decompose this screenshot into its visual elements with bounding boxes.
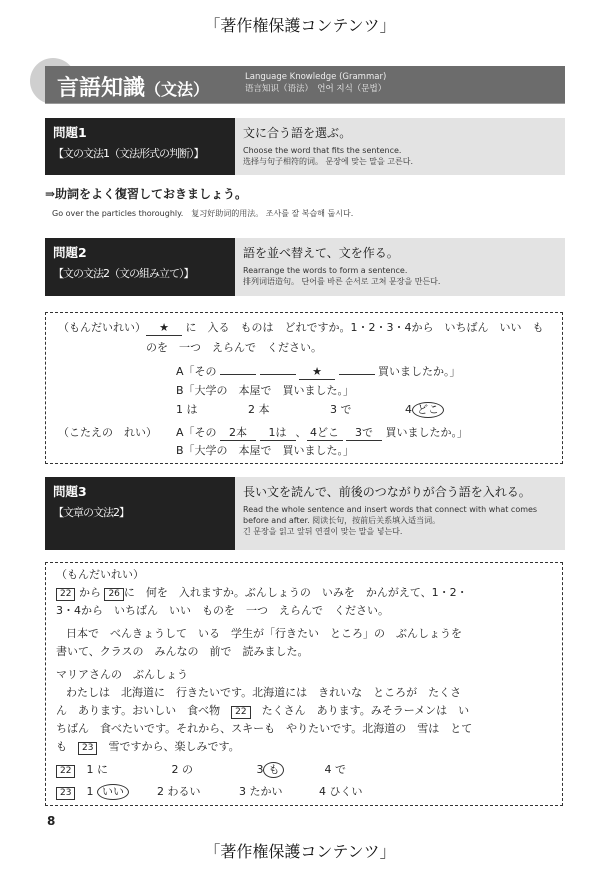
section-heading: 語を並べ替えて、文を作る。 [243,246,399,260]
blank-number-box: 26 [104,588,123,601]
circled-answer: どこ [412,402,444,418]
blank [260,374,296,375]
section-label-box [45,477,235,550]
page-title [57,71,209,102]
example-question-2: のを 一つ えらんで ください。 [146,341,322,354]
circled-answer: も [263,762,284,778]
watermark-top: 「著作権保護コンテンツ」 [204,16,396,35]
subtitle-cn-kr: 语言知识（语法） 언어 지식（문법） [245,84,387,94]
section-name: 【文の文法2（文の組み立て）】 [53,267,194,280]
ex3-title: マリアさんの ぶんしょう [56,668,188,681]
section-description [235,477,565,550]
section-cn-kr: 选择与句子相符的词。 문장에 맞는 말을 고른다. [243,157,413,166]
blank-number-box: 23 [78,742,97,755]
star-blank: ★ [299,365,335,380]
blank [339,374,375,375]
section-cn-kr: 긴 문장을 읽고 앞뒤 연결이 맞는 말을 넣는다. [243,527,403,536]
section-number: 問題1 [53,125,87,140]
option: 1 に [86,763,108,776]
ex3-intro2: 書いて、クラスの みんなの 前で 読みました。 [56,645,309,658]
title-main: 言語知識 [57,76,146,101]
answer-line: A「その 2本 1は 、 4どこ 3で 買いましたか。」 [176,426,469,439]
answer-blank: 2本 [220,426,256,441]
q-text: から [78,586,101,599]
example-label: （もんだいれい） [56,568,144,581]
ex3-intro1: 日本で べんきょうして いる 学生が「行きたい ところ」の ぶんしょうを [66,627,462,640]
watermark-bottom: 「著作権保護コンテンツ」 [204,842,396,861]
circled-answer: いい [97,784,129,800]
blank-number-box: 22 [231,706,250,719]
answer-blank: 1は [260,426,296,441]
ex3-p4 [56,740,240,755]
section-en: Read the whole sentence and insert words that connect with what comes before and after. 阅读长句，按前后关系填入适当词。 [243,505,538,525]
answer-post: 買いましたか。」 [385,426,469,439]
options [176,402,444,418]
answer-label: （こたえの れい） [58,426,157,439]
tip-translation: Go over the particles thoroughly. 复习好助词的用法。 조사를 잘 복습해 둡시다. [52,209,354,218]
ex3-p3: ちばん 食べたいです。それから、スキーも やりたいです。北海道の 雪は とて [56,722,473,735]
q-text: に 何を 入れますか。ぶんしょうの いみを かんがえて、1・2・ [123,586,468,599]
answer-pre: A「その [176,426,217,439]
section-label-box [45,238,235,296]
example-box-3 [45,562,563,806]
subtitle-en: Language Knowledge (Grammar) [245,72,387,82]
section-2 [45,238,565,296]
option: 4 [405,403,412,416]
section-en: Rearrange the words to form a sentence. [243,266,408,275]
section-1 [45,118,565,175]
blank-number-box: 23 [56,787,75,800]
section-cn-kr: 排列词语造句。 단어를 바른 순서로 고쳐 문장을 만든다. [243,277,441,286]
section-label-box [45,118,235,175]
line-a-pre: A「その [176,365,217,378]
blank-number-box: 22 [56,765,75,778]
line-a-post: 買いましたか。」 [378,365,461,378]
example-question [146,321,544,336]
option: 2 わるい [156,785,201,798]
option: 1 は [176,403,198,416]
tip-text: ⇒助詞をよく復習しておきましょう。 [45,187,248,201]
header-band [45,66,565,104]
section-number: 問題2 [53,245,87,260]
line-b: B「大学の 本屋で 買いました。」 [176,384,355,397]
section-en: Choose the word that fits the sentence. [243,146,402,155]
option: 2 本 [248,403,270,416]
option: 3 で [330,403,352,416]
option: 2 の [171,763,193,776]
section-heading: 文に合う語を選ぶ。 [243,126,352,140]
option: 4 で [324,763,346,776]
header-subtitle [245,71,386,95]
line-a [176,365,461,380]
section-heading: 長い文を読んで、前後のつながりが合う語を入れる。 [243,485,531,499]
p-text: 雪ですから、楽しみです。 [108,740,240,753]
option: 3 たかい [238,785,283,798]
section-name: 【文章の文法2】 [53,506,129,519]
section-name: 【文の文法1（文法形式の判断）】 [53,147,204,160]
section-description [235,118,565,175]
section-3 [45,477,565,550]
answer-blank: 4どこ [307,426,343,441]
section-number: 問題3 [53,484,87,499]
title-paren: （文法） [145,80,210,99]
option: 4 ひくい [318,785,363,798]
example-box-2 [45,312,563,464]
answer-blank: 3で [346,426,382,441]
p-text: も [56,740,67,753]
question-text: に 入る ものは どれですか。1・2・3・4から いちばん いい も [185,321,544,334]
option: 3 [256,763,264,776]
blank-number-box: 22 [56,588,75,601]
star-blank: ★ [146,321,182,336]
ex3-q1 [56,586,468,601]
p-text: ん あります。おいしい 食べ物 [56,704,221,717]
page-number: 8 [47,814,56,828]
blank [220,374,256,375]
option: 1 [86,785,94,798]
q23-options [56,784,362,800]
ex3-p1: わたしは 北海道に 行きたいです。北海道には きれいな ところが たくさ [66,686,462,699]
answer-line-b: B「大学の 本屋で 買いました。」 [176,444,355,457]
q22-options [56,762,346,778]
example-label: （もんだいれい） [58,321,146,334]
ex3-q2: 3・4から いちばん いい ものを 一つ えらんで ください。 [56,604,389,617]
section-description [235,238,565,296]
p-text: たくさん あります。みそラーメンは い [261,704,470,717]
ex3-p2 [56,704,469,719]
